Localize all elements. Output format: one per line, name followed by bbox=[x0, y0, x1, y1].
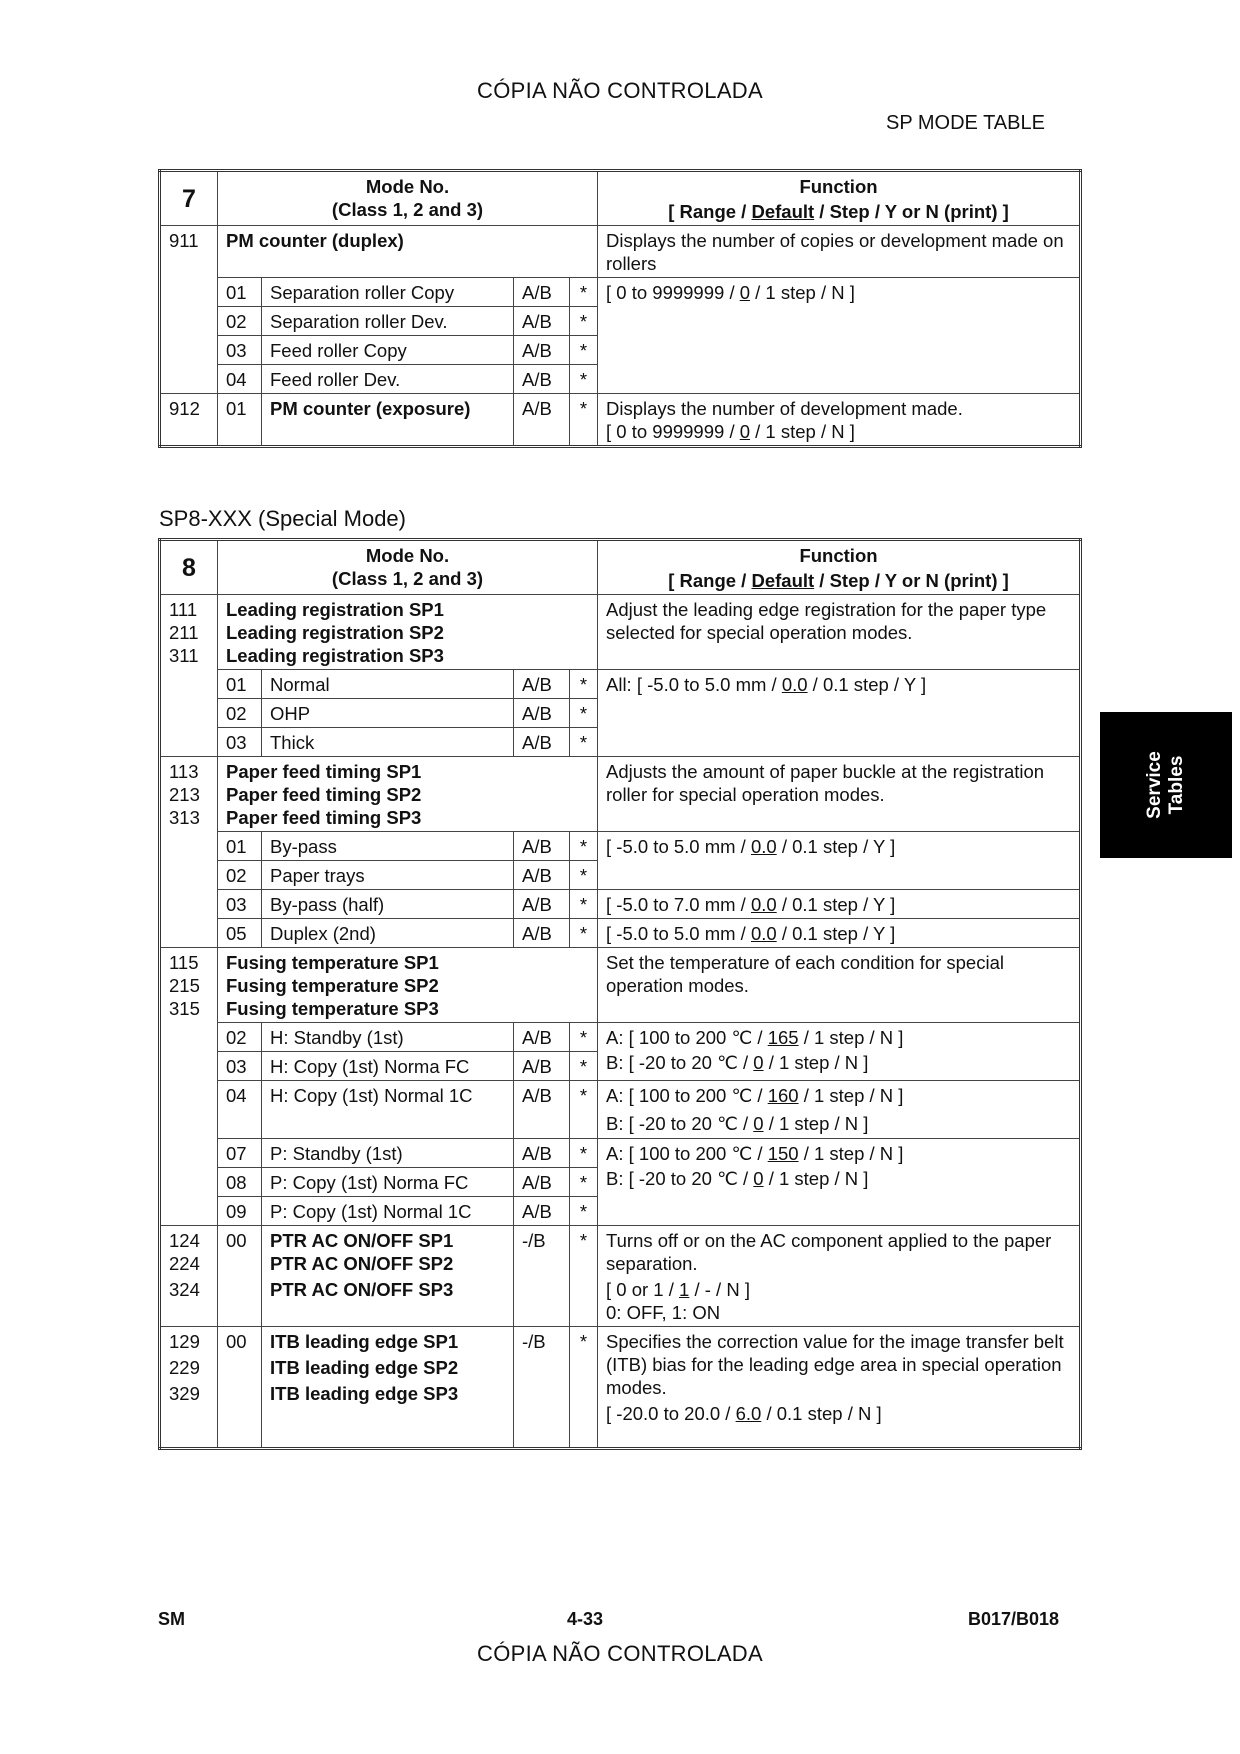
sub-class: A/B bbox=[514, 307, 570, 336]
sub-class: -/B bbox=[514, 1327, 570, 1449]
sub-star: * bbox=[570, 1197, 598, 1226]
sub-star: * bbox=[570, 919, 598, 948]
sub-star: * bbox=[570, 365, 598, 394]
sp8-header-row bbox=[160, 540, 1081, 595]
sub-name: By-pass bbox=[262, 832, 514, 861]
sp8-124-row bbox=[160, 1226, 1081, 1327]
sp7-table bbox=[158, 169, 1082, 448]
desc-text: Specifies the correction value for the image transfer belt (ITB) bias for the leading edge area in special operation modes. bbox=[606, 1331, 1064, 1398]
sp-title: PM counter (exposure) bbox=[262, 394, 514, 447]
sp7-header-row bbox=[160, 171, 1081, 226]
sub-no: 08 bbox=[218, 1168, 262, 1197]
sub-star: * bbox=[570, 1081, 598, 1139]
sp-range: [ 0 to 9999999 / 0 / 1 step / N ] bbox=[598, 278, 1081, 394]
sub-class: A/B bbox=[514, 1023, 570, 1052]
sp-titles: ITB leading edge SP1 ITB leading edge SP2 ITB leading edge SP3 bbox=[262, 1327, 514, 1449]
sp-description: Adjust the leading edge registration for the paper type selected for special operation modes. bbox=[598, 595, 1081, 670]
watermark-top: CÓPIA NÃO CONTROLADA bbox=[477, 78, 763, 103]
table-row bbox=[160, 670, 1081, 699]
sub-star: * bbox=[570, 1168, 598, 1197]
side-tab-line1: Service bbox=[1144, 751, 1165, 819]
watermark-bottom: CÓPIA NÃO CONTROLADA bbox=[477, 1641, 763, 1666]
sub-star: * bbox=[570, 832, 598, 861]
sp8-115-row bbox=[160, 948, 1081, 1023]
sp-codes: 113 213 313 bbox=[160, 757, 218, 832]
section-header: SP MODE TABLE bbox=[886, 112, 1045, 134]
sp-range: [ -20.0 to 20.0 / 6.0 / 0.1 step / N ] bbox=[606, 1403, 882, 1424]
sp-titles: Paper feed timing SP1 Paper feed timing SP2 Paper feed timing SP3 bbox=[218, 757, 598, 832]
sub-star: * bbox=[570, 699, 598, 728]
sub-name: P: Copy (1st) Norma FC bbox=[262, 1168, 514, 1197]
side-tab-line2: Tables bbox=[1166, 755, 1187, 815]
sub-no: 03 bbox=[218, 1052, 262, 1081]
sp-code: 911 bbox=[160, 226, 218, 278]
sp7-number: 7 bbox=[160, 171, 218, 226]
sp-codes: 111 211 311 bbox=[160, 595, 218, 670]
sub-name: Separation roller Dev. bbox=[262, 307, 514, 336]
sub-no: 01 bbox=[218, 832, 262, 861]
table-row bbox=[160, 832, 1081, 861]
sp-description bbox=[598, 1226, 1081, 1327]
sp-range: A: [ 100 to 200 ℃ / 160 / 1 step / N ] B: [ -20 to 20 ℃ / 0 / 1 step / N ] bbox=[598, 1081, 1081, 1139]
sub-class: A/B bbox=[514, 365, 570, 394]
function-header bbox=[598, 171, 1081, 226]
sub-name: Paper trays bbox=[262, 861, 514, 890]
sp-description: Set the temperature of each condition for special operation modes. bbox=[598, 948, 1081, 1023]
sp-codes: 124 224 324 bbox=[160, 1226, 218, 1327]
sub-name: H: Standby (1st) bbox=[262, 1023, 514, 1052]
footer-right: B017/B018 bbox=[968, 1609, 1060, 1629]
class-label: (Class 1, 2 and 3) bbox=[331, 568, 484, 589]
sp-range: A: [ 100 to 200 ℃ / 150 / 1 step / N ] B: [ -20 to 20 ℃ / 0 / 1 step / N ] bbox=[598, 1139, 1081, 1226]
sub-name: Thick bbox=[262, 728, 514, 757]
sub-no: 03 bbox=[218, 728, 262, 757]
sp-description: Displays the number of copies or development made on rollers bbox=[598, 226, 1081, 278]
sp-note: 0: OFF, 1: ON bbox=[606, 1302, 721, 1323]
mode-no-header bbox=[218, 171, 598, 226]
sub-no: 01 bbox=[218, 394, 262, 447]
sp7-911-row bbox=[160, 226, 1081, 278]
sp-description bbox=[598, 1327, 1081, 1449]
sub-no: 03 bbox=[218, 890, 262, 919]
sub-no: 04 bbox=[218, 365, 262, 394]
desc-text: Turns off or on the AC component applied to the paper separation. bbox=[606, 1230, 1052, 1274]
sp-titles: Fusing temperature SP1 Fusing temperature SP2 Fusing temperature SP3 bbox=[218, 948, 598, 1023]
sub-name: Feed roller Dev. bbox=[262, 365, 514, 394]
sub-name: P: Copy (1st) Normal 1C bbox=[262, 1197, 514, 1226]
sub-class: A/B bbox=[514, 699, 570, 728]
sub-star: * bbox=[570, 890, 598, 919]
sp-title: PM counter (duplex) bbox=[218, 226, 598, 278]
sp7-912-row bbox=[160, 394, 1081, 447]
sub-name: Separation roller Copy bbox=[262, 278, 514, 307]
footer-left: SM bbox=[158, 1609, 185, 1629]
table-row bbox=[160, 1023, 1081, 1052]
sub-no: 07 bbox=[218, 1139, 262, 1168]
sub-no: 05 bbox=[218, 919, 262, 948]
function-label: Function bbox=[799, 176, 878, 197]
sub-no: 02 bbox=[218, 1023, 262, 1052]
sub-class: A/B bbox=[514, 1139, 570, 1168]
range-label: [ Range / bbox=[668, 570, 752, 591]
sub-no: 00 bbox=[218, 1327, 262, 1449]
sub-no: 02 bbox=[218, 307, 262, 336]
sub-name: H: Copy (1st) Normal 1C bbox=[262, 1081, 514, 1139]
sp8-129-row bbox=[160, 1327, 1081, 1449]
sp-range: [ -5.0 to 7.0 mm / 0.0 / 0.1 step / Y ] bbox=[598, 890, 1081, 919]
sp-description: Adjusts the amount of paper buckle at the registration roller for special operation modes. bbox=[598, 757, 1081, 832]
sub-no: 02 bbox=[218, 861, 262, 890]
desc-text: Displays the number of development made. bbox=[606, 398, 963, 419]
sub-class: A/B bbox=[514, 919, 570, 948]
sub-name: H: Copy (1st) Norma FC bbox=[262, 1052, 514, 1081]
sp-description bbox=[598, 394, 1081, 447]
sub-star: * bbox=[570, 1327, 598, 1449]
sub-star: * bbox=[570, 307, 598, 336]
default-label: Default bbox=[751, 201, 815, 222]
sp-range: All: [ -5.0 to 5.0 mm / 0.0 / 0.1 step / Y ] bbox=[598, 670, 1081, 757]
sub-no: 01 bbox=[218, 670, 262, 699]
mode-no-label: Mode No. bbox=[365, 176, 450, 197]
table-row bbox=[160, 861, 1081, 890]
step-label: / Step / Y or N (print) ] bbox=[814, 570, 1009, 591]
sub-no: 03 bbox=[218, 336, 262, 365]
sub-class: A/B bbox=[514, 1197, 570, 1226]
table-row bbox=[160, 1139, 1081, 1168]
mode-no-label: Mode No. bbox=[365, 545, 450, 566]
sub-name: Duplex (2nd) bbox=[262, 919, 514, 948]
sub-no: 01 bbox=[218, 278, 262, 307]
section-8-title: SP8-XXX (Special Mode) bbox=[159, 506, 406, 531]
sp-range: [ -5.0 to 5.0 mm / 0.0 / 0.1 step / Y ] bbox=[598, 832, 1081, 861]
table-row bbox=[160, 890, 1081, 919]
sub-no: 02 bbox=[218, 699, 262, 728]
sp8-number: 8 bbox=[160, 540, 218, 595]
sp-codes: 115 215 315 bbox=[160, 948, 218, 1023]
sub-class: A/B bbox=[514, 728, 570, 757]
sub-star: * bbox=[570, 670, 598, 699]
page-number: 4-33 bbox=[567, 1609, 604, 1629]
sub-class: A/B bbox=[514, 1168, 570, 1197]
sub-class: -/B bbox=[514, 1226, 570, 1327]
sub-star: * bbox=[570, 1023, 598, 1052]
side-tab-service-tables bbox=[1100, 712, 1232, 858]
sub-no: 09 bbox=[218, 1197, 262, 1226]
sub-no: 00 bbox=[218, 1226, 262, 1327]
sp-range: [ 0 or 1 / 1 / - / N ] bbox=[606, 1279, 750, 1300]
step-label: / Step / Y or N (print) ] bbox=[814, 201, 1009, 222]
sub-class: A/B bbox=[514, 278, 570, 307]
sub-star: * bbox=[570, 336, 598, 365]
sp-range: [ 0 to 9999999 / 0 / 1 step / N ] bbox=[606, 421, 855, 442]
mode-no-header bbox=[218, 540, 598, 595]
sub-star: * bbox=[570, 1226, 598, 1327]
function-header bbox=[598, 540, 1081, 595]
sub-class: A/B bbox=[514, 832, 570, 861]
class-label: (Class 1, 2 and 3) bbox=[331, 199, 484, 220]
sub-class: A/B bbox=[514, 394, 570, 447]
sp-titles: PTR AC ON/OFF SP1 PTR AC ON/OFF SP2 PTR AC ON/OFF SP3 bbox=[262, 1226, 514, 1327]
sub-star: * bbox=[570, 728, 598, 757]
sub-class: A/B bbox=[514, 1052, 570, 1081]
sub-class: A/B bbox=[514, 670, 570, 699]
table-row bbox=[160, 1081, 1081, 1139]
sub-name: Feed roller Copy bbox=[262, 336, 514, 365]
sub-class: A/B bbox=[514, 336, 570, 365]
sp-code: 912 bbox=[160, 394, 218, 447]
sub-class: A/B bbox=[514, 861, 570, 890]
sub-name: P: Standby (1st) bbox=[262, 1139, 514, 1168]
sp-titles: Leading registration SP1 Leading registration SP2 Leading registration SP3 bbox=[218, 595, 598, 670]
sp8-111-row bbox=[160, 595, 1081, 670]
sp8-table bbox=[158, 538, 1082, 1450]
sub-class: A/B bbox=[514, 890, 570, 919]
sp8-113-row bbox=[160, 757, 1081, 832]
sub-name: OHP bbox=[262, 699, 514, 728]
sub-star: * bbox=[570, 394, 598, 447]
sub-star: * bbox=[570, 1052, 598, 1081]
default-label: Default bbox=[751, 570, 815, 591]
sub-no: 04 bbox=[218, 1081, 262, 1139]
sub-class: A/B bbox=[514, 1081, 570, 1139]
table-row bbox=[160, 278, 1081, 307]
sub-star: * bbox=[570, 1139, 598, 1168]
sp-range: [ -5.0 to 5.0 mm / 0.0 / 0.1 step / Y ] bbox=[598, 919, 1081, 948]
sp-range: A: [ 100 to 200 ℃ / 165 / 1 step / N ] B: [ -20 to 20 ℃ / 0 / 1 step / N ] bbox=[598, 1023, 1081, 1081]
sub-name: Normal bbox=[262, 670, 514, 699]
function-label: Function bbox=[799, 545, 878, 566]
table-row bbox=[160, 919, 1081, 948]
range-label: [ Range / bbox=[668, 201, 752, 222]
sub-star: * bbox=[570, 861, 598, 890]
sp-codes: 129 229 329 bbox=[160, 1327, 218, 1449]
sub-star: * bbox=[570, 278, 598, 307]
sub-name: By-pass (half) bbox=[262, 890, 514, 919]
